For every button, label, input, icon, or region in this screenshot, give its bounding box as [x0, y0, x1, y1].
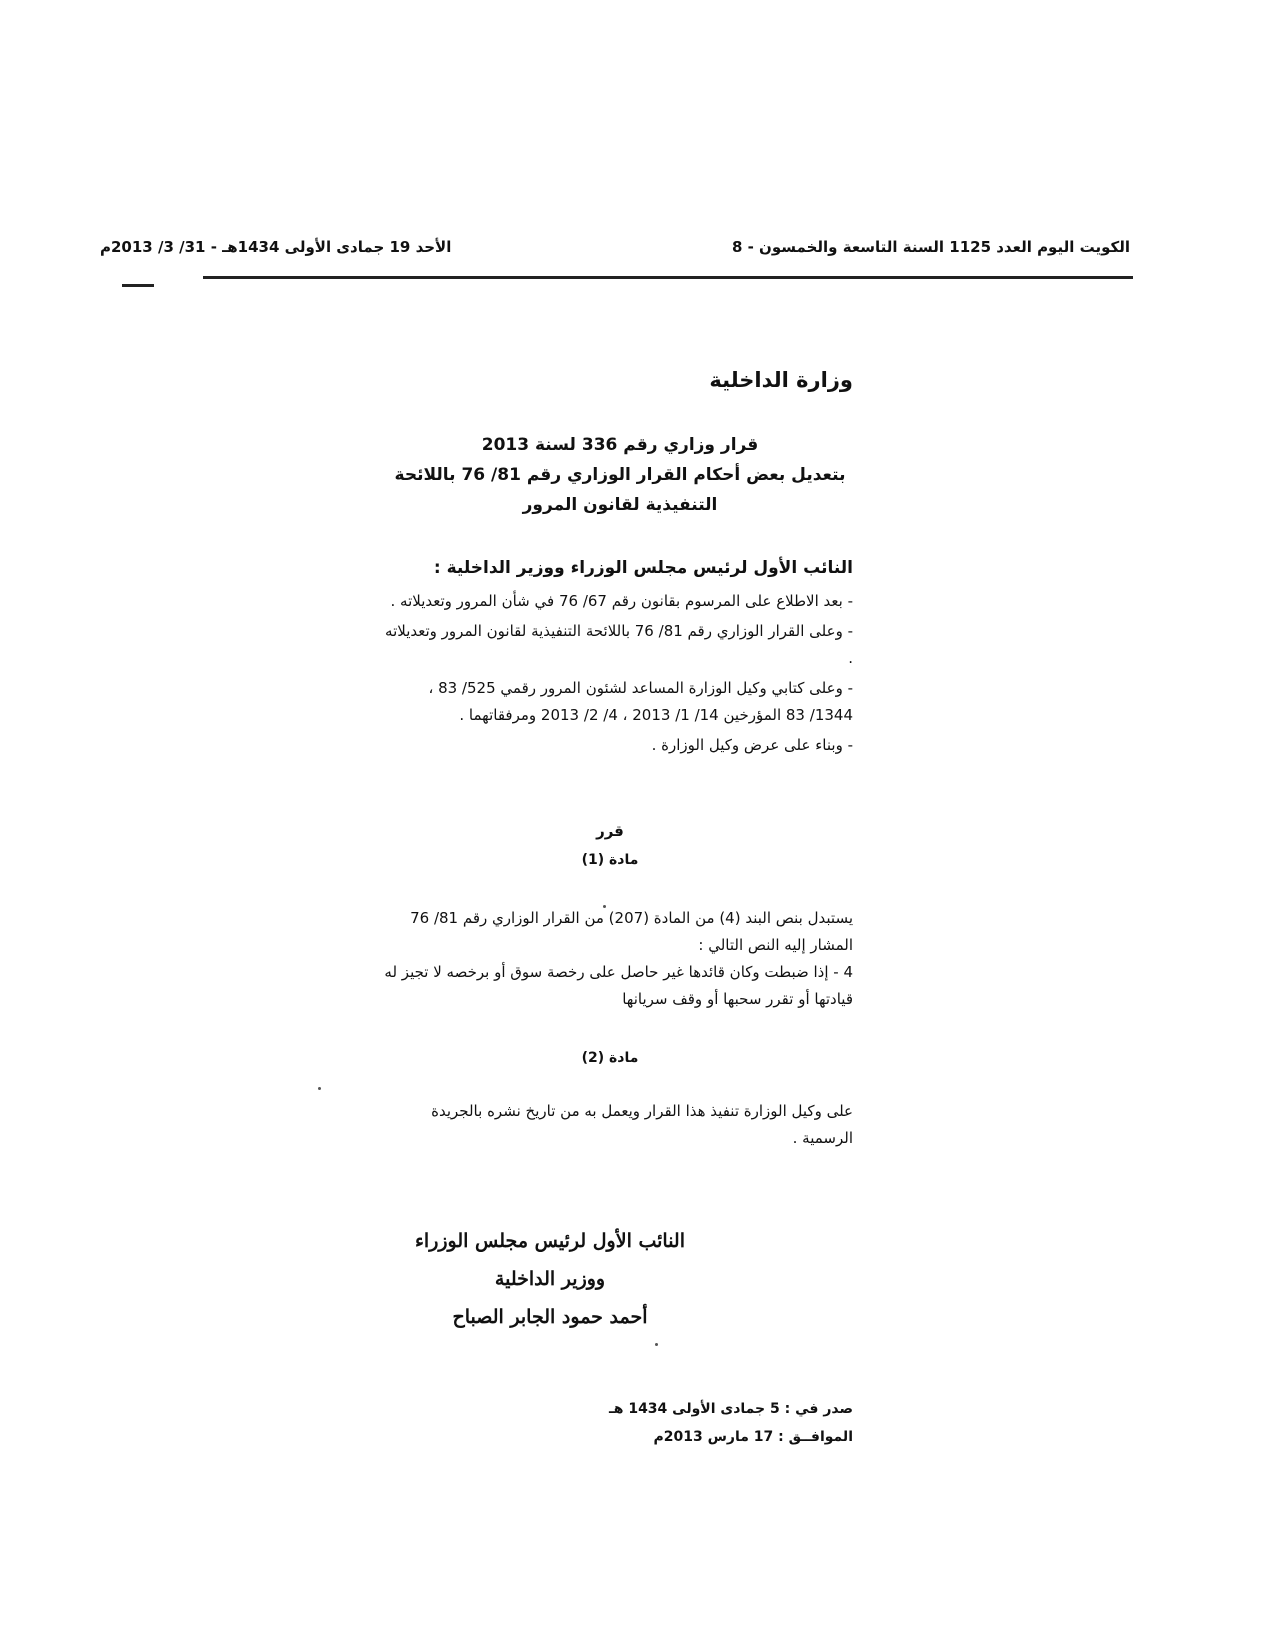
decree-title-line-1: قرار وزاري رقم 336 لسنة 2013 [481, 435, 759, 455]
preamble-heading: النائب الأول لرئيس مجلس الوزراء ووزير الداخلية : [433, 558, 853, 578]
header-divider [203, 276, 1133, 279]
scan-speck [655, 1343, 658, 1346]
scan-speck [603, 905, 606, 908]
ministry-name: وزارة الداخلية [709, 368, 853, 392]
article-2-text: على وكيل الوزارة تنفيذ هذا القرار ويعمل به من تاريخ نشره بالجريدة الرسمية . [431, 1102, 853, 1147]
decree-title-line-2: بتعديل بعض أحكام القرار الوزاري رقم 81/ 76 باللائحة [394, 465, 846, 485]
issue-date-gregorian: الموافــق : 17 مارس 2013م [653, 1429, 853, 1445]
issue-date-hijri: صدر في : 5 جمادى الأولى 1434 هـ [608, 1401, 853, 1417]
recital-item: - وبناء على عرض وكيل الوزارة . [651, 736, 853, 754]
signature-block [380, 1222, 720, 1336]
gazette-header-date: الأحد 19 جمادى الأولى 1434هـ - 31/ 3/ 2013م [100, 238, 452, 256]
preamble-recitals [383, 588, 853, 762]
article-1-label: مادة (1) [581, 852, 639, 868]
article-1-body [383, 905, 853, 1013]
decree-title-line-3: التنفيذية لقانون المرور [522, 495, 718, 515]
article-1-text: يستبدل بنص البند (4) من المادة (207) من القرار الوزاري رقم 81/ 76 المشار إليه النص التالي : [410, 909, 853, 954]
decree-title [380, 430, 860, 520]
article-2-label: مادة (2) [581, 1050, 639, 1066]
signature-name: أحمد حمود الجابر الصباح [452, 1306, 648, 1328]
decided-heading: قرر [596, 822, 624, 840]
article-1-item: 4 - إذا ضبطت وكان قائدها غير حاصل على رخصة سوق أو برخصه لا تجيز له قيادتها أو تقرر سحبها أو وقف سريانها [384, 963, 853, 1008]
header-divider-short [122, 284, 154, 287]
signature-ministry: ووزير الداخلية [494, 1268, 606, 1290]
recital-item: - بعد الاطلاع على المرسوم بقانون رقم 67/ 76 في شأن المرور وتعديلاته . [390, 592, 853, 610]
scan-speck [318, 1087, 321, 1090]
recital-item: - وعلى القرار الوزاري رقم 81/ 76 باللائحة التنفيذية لقانون المرور وتعديلاته . [385, 622, 853, 667]
gazette-header-issue: الكويت اليوم العدد 1125 السنة التاسعة والخمسون - 8 [731, 238, 1130, 256]
issue-date-block [609, 1395, 853, 1451]
recital-item: - وعلى كتابي وكيل الوزارة المساعد لشئون المرور رقمي 525/ 83 ، 1344/ 83 المؤرخين 14/ 1/ 2013 ، 4/ 2/ 2013 ومرفقاتهما . [428, 679, 853, 724]
signature-title: النائب الأول لرئيس مجلس الوزراء [414, 1230, 685, 1252]
